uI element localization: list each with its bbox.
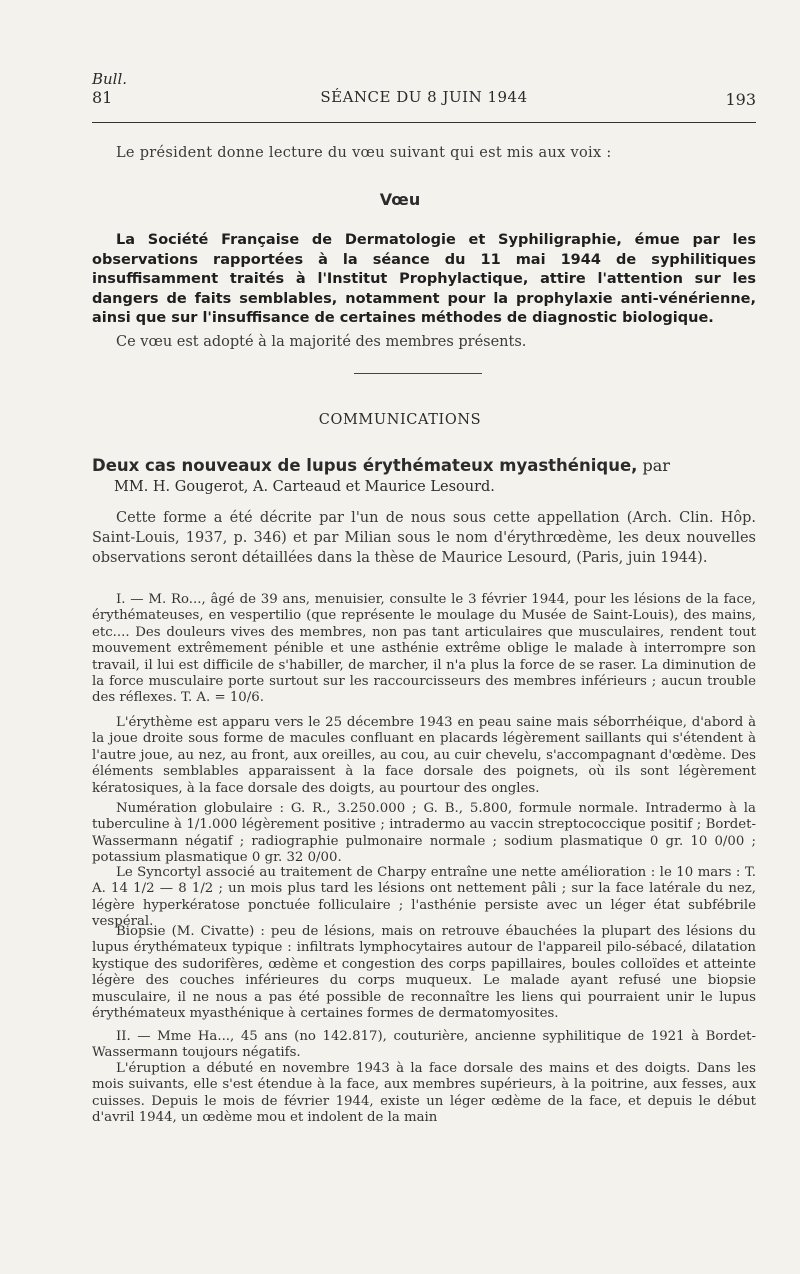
article-intro: Cette forme a été décrite par l'un de nous sous cette appellation (Arch. Clin. Hôp. Saint-Louis, 1937, p. 346) et par Milian sous le nom d'érythrœdème, les deux nouvelles observations seront détaillées dans la thèse de Maurice Lesourd, (Paris, juin 1944). — [92, 510, 756, 566]
section-divider — [354, 373, 482, 374]
paragraph-treatment: Le Syncortyl associé au traitement de Charpy entraîne une nette amélioration : le 10 mars : T. A. 14 1/2 — 8 1/2 ; un mois plus tard les lésions ont nettement pâli ; sur la face latérale du nez, légère hyperkératose ponctuée folliculaire ; l'asthénie persiste avec un léger état subfébrile vespéral. — [92, 865, 756, 930]
paragraph-case-2: II. — Mme Ha..., 45 ans (no 142.817), couturière, ancienne syphilitique de 1921 à Bordet-Wassermann toujours négatifs. — [92, 1029, 756, 1061]
journal-abbrev: Bull. — [92, 70, 128, 88]
running-header — [92, 88, 756, 112]
intro-sentence: Le président donne lecture du vœu suivant qui est mis aux voix : — [116, 145, 612, 161]
volume-number: 81 — [92, 88, 113, 107]
paragraph-case-1: I. — M. Ro..., âgé de 39 ans, menuisier, consulte le 3 février 1944, pour les lésions de la face, érythémateuses, en vespertilio (que représente le moulage du Musée de Saint-Louis), des mains, etc.... Des douleurs vives des membres, non pas tant articulaires que musculaires, rendent tout mouvement extrêmement pénible et une asthénie extrême oblige le malade à interrompre son travail, il lui est difficile de s'habiller, de marcher, il n'a plus la force de se raser. La diminution de la force musculaire porte surtout sur les raccourcisseurs des membres inférieurs ; aucun trouble des réflexes. T. A. = 10/6. — [92, 592, 756, 706]
article-by: par — [642, 456, 670, 475]
article-authors: MM. H. Gougerot, A. Carteaud et Maurice Lesourd. — [114, 479, 495, 495]
paragraph-erythema: L'érythème est apparu vers le 25 décembre 1943 en peau saine mais séborrhéique, d'abord à la joue droite sous forme de macules confluant en placards légèrement saillants qui s'étendent à l'autre joue, au nez, au front, aux oreilles, au cou, au cuir chevelu, s'accompagnant d'œdème. Des éléments semblables apparaissent à la face dorsale des poignets, où ils sont légèrement kératosiques, à la face dorsale des doigts, au pourtour des ongles. — [92, 715, 756, 796]
voeu-title: Vœu — [379, 190, 421, 209]
header-rule — [92, 122, 756, 123]
running-title: SÉANCE DU 8 JUIN 1944 — [320, 88, 528, 106]
paragraph-lab-results: Numération globulaire : G. R., 3.250.000 ; G. B., 5.800, formule normale. Intradermo à la tuberculine à 1/1.000 légèrement positive ; intradermo au vaccin streptococcique positif ; Bordet-Wassermann négatif ; radiographie pulmonaire normale ; sodium plasmatique 0 gr. 10 0/00 ; potassium plasmatique 0 gr. 32 0/00. — [92, 801, 756, 866]
adoption-sentence: Ce vœu est adopté à la majorité des membres présents. — [116, 334, 527, 350]
article-title: Deux cas nouveaux de lupus érythémateux myasthénique, — [92, 456, 638, 475]
section-heading: COMMUNICATIONS — [318, 412, 482, 428]
paragraph-eruption: L'éruption a débuté en novembre 1943 à la face dorsale des mains et des doigts. Dans les mois suivants, elle s'est étendue à la face, aux membres supérieurs, à la poitrine, aux fesses, aux cuisses. Depuis le mois de février 1944, existe un léger œdème de la face, et depuis le début d'avril 1944, un œdème mou et indolent de la main — [92, 1061, 756, 1126]
page-number: 193 — [725, 90, 756, 109]
voeu-text: La Société Française de Dermatologie et Syphiligraphie, émue par les observations rapportées à la séance du 11 mai 1944 de syphilitiques insuffisamment traités à l'Institut Prophylactique, attire l'attention sur les dangers de faits semblables, notamment pour la prophylaxie anti-vénérienne, ainsi que sur l'insuffisance de certaines méthodes de diagnostic biologique. — [92, 232, 756, 326]
article-heading — [92, 456, 756, 497]
paragraph-biopsy: Biopsie (M. Civatte) : peu de lésions, mais on retrouve ébauchées la plupart des lésions du lupus érythémateux typique : infiltrats lymphocytaires autour de l'appareil pilo-sébacé, dilatation kystique des sudorifères, œdème et congestion des corps papillaires, boules colloïdes et atteinte légère des couches inférieures du corps muqueux. Le malade ayant refusé une biopsie musculaire, il ne nous a pas été possible de reconnaître les liens qui pourraient unir le lupus érythémateux myasthénique à certaines formes de dermatomyosites. — [92, 924, 756, 1022]
